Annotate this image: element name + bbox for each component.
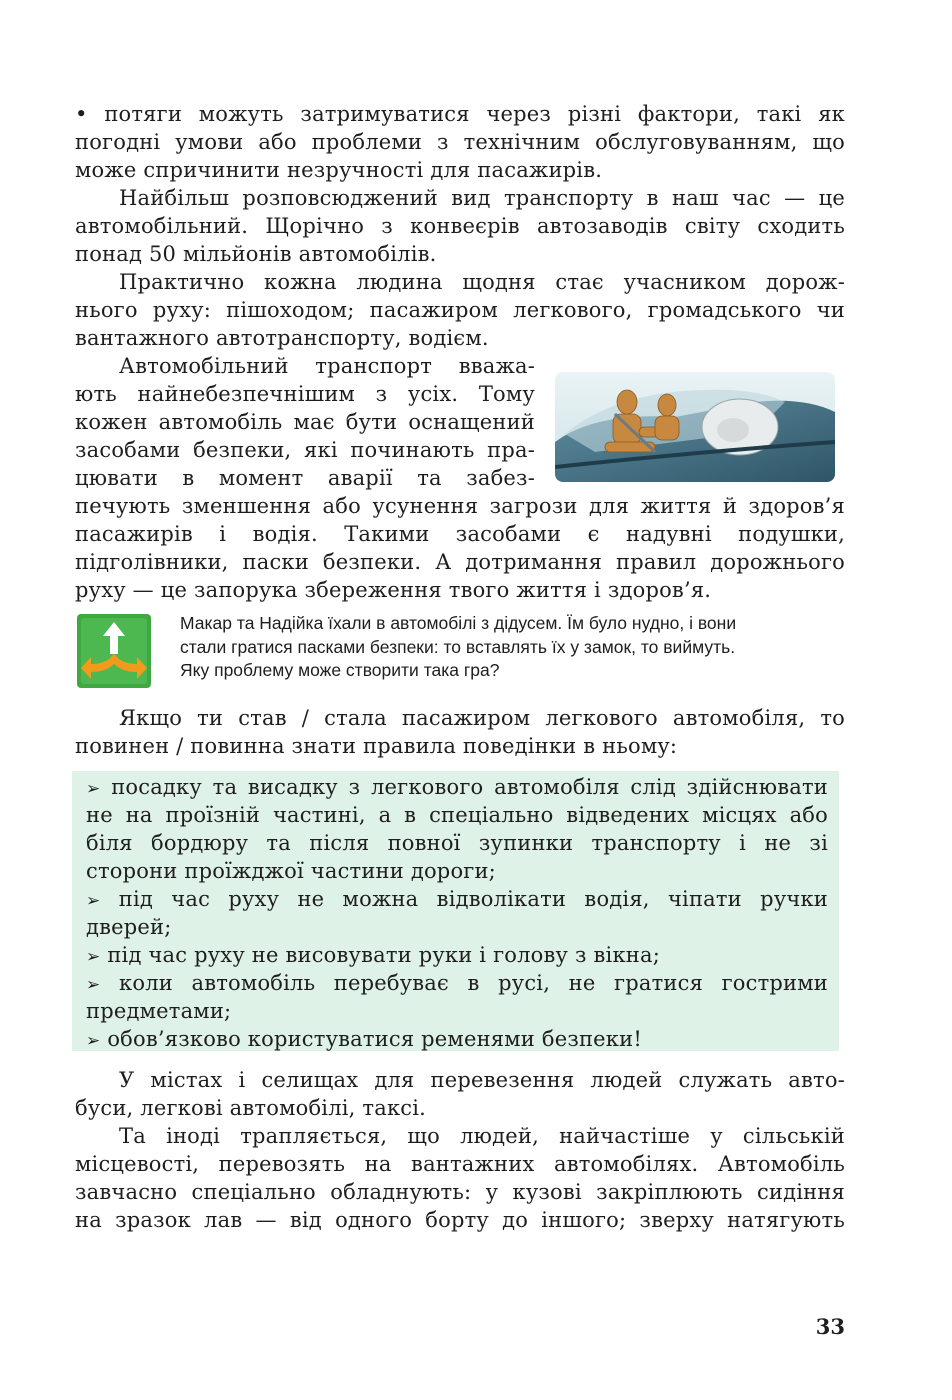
text-line: на зразок лав — від одного борту до іншого; зверху натягують <box>75 1208 845 1232</box>
text-line: У містах і селищах для перевезення людей служать авто- <box>119 1068 845 1092</box>
text-line: пасажирів і водія. Такими засобами є надувні подушки, <box>75 522 845 546</box>
text-line: Якщо ти став / стала пасажиром легкового автомобіля, то <box>119 706 845 730</box>
text-line: Та іноді трапляється, що людей, найчастіше у сільській <box>119 1124 845 1148</box>
text-line: понад 50 мільйонів автомобілів. <box>75 242 437 266</box>
rule-line: ➢ коли автомобіль перебуває в русі, не гратися гострими <box>86 971 828 995</box>
rule-line: не на проїзній частині, а в спеціально відведених місцях або <box>86 803 828 827</box>
text-line: Найбільш розповсюджений вид транспорту в наш час — це <box>119 186 845 210</box>
arrow-bullet-icon: ➢ <box>86 779 101 799</box>
text-line: буси, легкові автомобілі, таксі. <box>75 1096 427 1120</box>
paragraph-car-transport <box>75 184 845 268</box>
task-line: Макар та Надійка їхали в автомобілі з дідусем. Їм було нудно, і вони <box>180 613 737 633</box>
crash-test-car-image <box>555 372 835 482</box>
paragraph-trains <box>75 100 845 184</box>
rule-line: ➢ під час руху не можна відволікати водія, чіпати ручки <box>86 887 828 911</box>
rule-line: ➢ під час руху не висовувати руки і голову з вікна; <box>86 943 660 967</box>
text-line: може спричинити незручності для пасажирів. <box>75 158 603 182</box>
text-line: печують зменшення або усунення загрози для життя й здоров’я <box>75 494 845 518</box>
rule-line: сторони проїжджої частини дороги; <box>86 859 496 883</box>
text-line: засобами безпеки, які починають пра- <box>75 438 535 462</box>
text-line: ють найнебезпечнішим з усіх. Тому <box>75 382 535 406</box>
text-line: цювати в момент аварії та забез- <box>75 466 535 490</box>
text-line: повинен / повинна знати правила поведінки в ньому: <box>75 734 678 758</box>
arrow-bullet-icon: ➢ <box>86 891 101 911</box>
text-line: завчасно спеціально обладнують: у кузові закріплюють сидіння <box>75 1180 845 1204</box>
rule-line: біля бордюру та після повної зупинки транспорту і не зі <box>86 831 828 855</box>
page-number: 33 <box>815 1314 845 1339</box>
rule-line: ➢ посадку та висадку з легкового автомобіля слід здійснювати <box>86 775 828 799</box>
rules-box <box>72 771 839 1051</box>
paragraph-city-transport <box>75 1066 845 1122</box>
text-line: • потяги можуть затримуватися через різні фактори, такі як <box>75 102 845 126</box>
paragraph-trucks <box>75 1122 845 1234</box>
text-line: кожен автомобіль має бути оснащений <box>75 410 535 434</box>
arrow-bullet-icon: ➢ <box>86 975 101 995</box>
text-line: місцевості, перевозять на вантажних автомобілях. Автомобіль <box>75 1152 845 1176</box>
task-line: стали гратися пасками безпеки: то вставлять їх у замок, то виймуть. <box>180 636 736 657</box>
text-line: погодні умови або проблеми з технічним обслуговуванням, що <box>75 130 845 154</box>
text-line: Автомобільний транспорт вважа- <box>119 354 535 378</box>
text-line: автомобільний. Щорічно з конвеєрів автозаводів світу сходить <box>75 214 845 238</box>
rule-line: дверей; <box>86 915 172 939</box>
task-question <box>180 612 845 683</box>
text-line: підголівники, паски безпеки. А дотримання правил дорожнього <box>75 550 845 574</box>
paragraph-passenger-rules-intro <box>75 704 845 760</box>
rule-line: ➢ обов’язково користуватися ременями безпеки! <box>86 1027 642 1051</box>
text-line: руху — це запорука збереження твого життя і здоров’я. <box>75 578 712 602</box>
arrow-bullet-icon: ➢ <box>86 1031 101 1051</box>
task-block <box>75 612 845 690</box>
paragraph-road-participants <box>75 268 845 352</box>
text-line: Практично кожна людина щодня стає учасником дорож- <box>119 270 845 294</box>
crash-test-illustration <box>555 372 835 482</box>
crossroads-task-icon <box>77 614 155 692</box>
task-line: Яку проблему може створити така гра? <box>180 660 500 680</box>
arrow-bullet-icon: ➢ <box>86 947 101 967</box>
text-line: вантажного автотранспорту, водієм. <box>75 326 489 350</box>
text-line: нього руху: пішоходом; пасажиром легкового, громадського чи <box>75 298 845 322</box>
rule-line: предметами; <box>86 999 232 1023</box>
